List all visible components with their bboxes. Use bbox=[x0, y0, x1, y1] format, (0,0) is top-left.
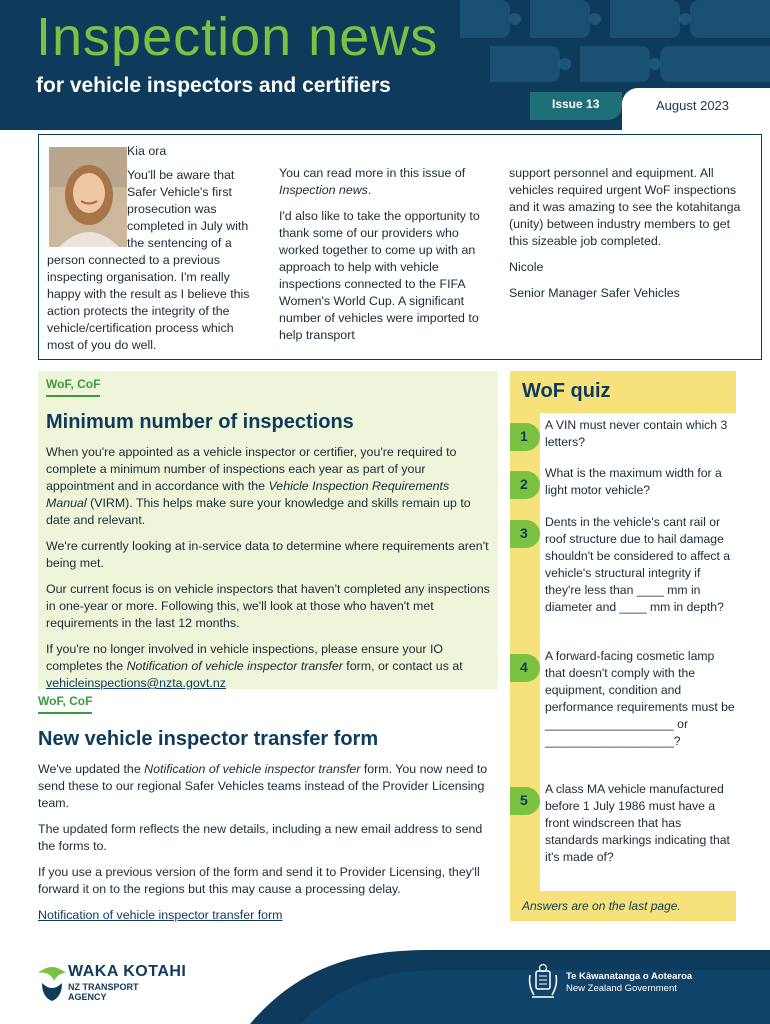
article-title: New vehicle inspector transfer form bbox=[38, 728, 379, 750]
article-tag: WoF, CoF bbox=[46, 377, 100, 397]
email-link[interactable]: vehicleinspections@nzta.govt.nz bbox=[46, 676, 226, 690]
article-tag: WoF, CoF bbox=[38, 694, 92, 714]
intro-text-continued: person connected to a previous inspecting organisation. I'm really happy with the result as I believe this action protects the integrity of the vehicle/certification process which most of you do well. bbox=[47, 253, 250, 352]
waka-kotahi-wordmark: WAKA KOTAHI bbox=[68, 963, 187, 980]
waka-kotahi-logo bbox=[36, 963, 206, 1013]
question-number: 4 bbox=[510, 654, 540, 682]
article-transfer-form bbox=[38, 692, 498, 922]
question-number: 1 bbox=[510, 423, 540, 451]
question-text: A class MA vehicle manufactured before 1 July 1986 must have a front windscreen that has standards markings indicating that it's made of? bbox=[545, 782, 730, 864]
article1-para3: Our current focus is on vehicle inspectors that haven't completed any inspections in one-year or more. Following this, we'll look at those who haven't met requirements in the last 12 months. bbox=[46, 582, 490, 630]
article-body bbox=[38, 761, 490, 924]
question-number: 2 bbox=[510, 471, 540, 499]
masthead bbox=[0, 0, 770, 130]
intro-col3-para1: support personnel and equipment. All vehicles required urgent WoF inspections and it was amazing to see the kotahitanga (unity) between industry members to get this sizeable job completed. bbox=[509, 166, 741, 248]
intro-greeting: Kia ora bbox=[127, 144, 167, 158]
article1-para1: When you're appointed as a vehicle inspector or certifier, you're required to complete a minimum number of inspections each year as part of your appointment and in accordance with the Vehicle Inspection Requirements Manual (VIRM). This helps make sure your knowledge and skills remain up to date and relevant. bbox=[46, 445, 471, 527]
intro-col2-para2: I'd also like to take the opportunity to thank some of our providers who worked together to come up with an approach to help with vehicle inspections connected to the FIFA Women's World Cup. A significant number of vehicles were imported to help transport bbox=[279, 209, 480, 342]
answers-note: Answers are on the last page. bbox=[522, 899, 681, 913]
page-footer bbox=[0, 945, 770, 1024]
article-title: Minimum number of inspections bbox=[46, 411, 354, 433]
gov-name-maori: Te Kāwanatanga o Aotearoa bbox=[566, 971, 693, 982]
waka-kotahi-koru-icon bbox=[36, 963, 68, 1003]
question-text: A forward-facing cosmetic lamp that doesn't comply with the equipment, condition and performance requirements must be ___________________ or ___________________? bbox=[545, 649, 735, 748]
signoff-name: Nicole bbox=[509, 260, 544, 274]
article2-para2: The updated form reflects the new details, including a new email address to send the forms to. bbox=[38, 822, 483, 853]
wof-quiz bbox=[510, 371, 736, 921]
article2-para3: If you use a previous version of the form and send it to Provider Licensing, they'll forward it on to the regions but this may cause a processing delay. bbox=[38, 865, 480, 896]
article1-para2: We're currently looking at in-service data to determine where requirements aren't being met. bbox=[46, 539, 489, 570]
article-minimum-inspections bbox=[38, 371, 498, 689]
intro-col2-para1: You can read more in this issue of Inspection news. bbox=[279, 166, 466, 197]
coat-of-arms-icon bbox=[526, 963, 560, 1001]
article2-para1: We've updated the Notification of vehicle inspector transfer form. You now need to send these to our regional Safer Vehicles teams instead of the Provider Licensing team. bbox=[38, 762, 488, 810]
gov-name-english: New Zealand Government bbox=[566, 983, 677, 994]
signoff-title: Senior Manager Safer Vehicles bbox=[509, 286, 680, 300]
article1-para4: If you're no longer involved in vehicle inspections, please ensure your IO completes the Notification of vehicle inspector transfer form, or contact us at vehicleinspections@nzta.govt.nz bbox=[46, 642, 463, 690]
question-text: A VIN must never contain which 3 letters? bbox=[545, 418, 728, 449]
issue-date: August 2023 bbox=[622, 88, 770, 130]
question-number: 5 bbox=[510, 787, 540, 815]
masthead-title: Inspection news bbox=[36, 7, 439, 67]
intro-column-1 bbox=[47, 143, 263, 363]
intro-letter bbox=[38, 134, 762, 360]
quiz-title: WoF quiz bbox=[522, 380, 611, 402]
article-body bbox=[38, 444, 490, 692]
nz-government-logo bbox=[526, 963, 746, 1003]
intro-column-3 bbox=[509, 165, 749, 311]
issue-badge: Issue 13 bbox=[530, 92, 622, 120]
intro-column-2 bbox=[279, 165, 489, 353]
question-text: What is the maximum width for a light motor vehicle? bbox=[545, 466, 722, 497]
waka-kotahi-subtitle: NZ TRANSPORT AGENCY bbox=[68, 982, 139, 1002]
question-number: 3 bbox=[510, 520, 540, 548]
transfer-form-link[interactable]: Notification of vehicle inspector transfer form bbox=[38, 908, 283, 922]
quiz-header bbox=[510, 371, 736, 413]
question-text: Dents in the vehicle's cant rail or roof structure due to hail damage shouldn't be considered to affect a vehicle's structural integrity if they're less than ____ mm in diameter and ____ mm in depth? bbox=[545, 515, 731, 614]
intro-text-indented: You'll be aware that Safer Vehicle's first prosecution was completed in July with the sentencing of a bbox=[127, 168, 249, 250]
masthead-subtitle: for vehicle inspectors and certifiers bbox=[36, 74, 391, 97]
